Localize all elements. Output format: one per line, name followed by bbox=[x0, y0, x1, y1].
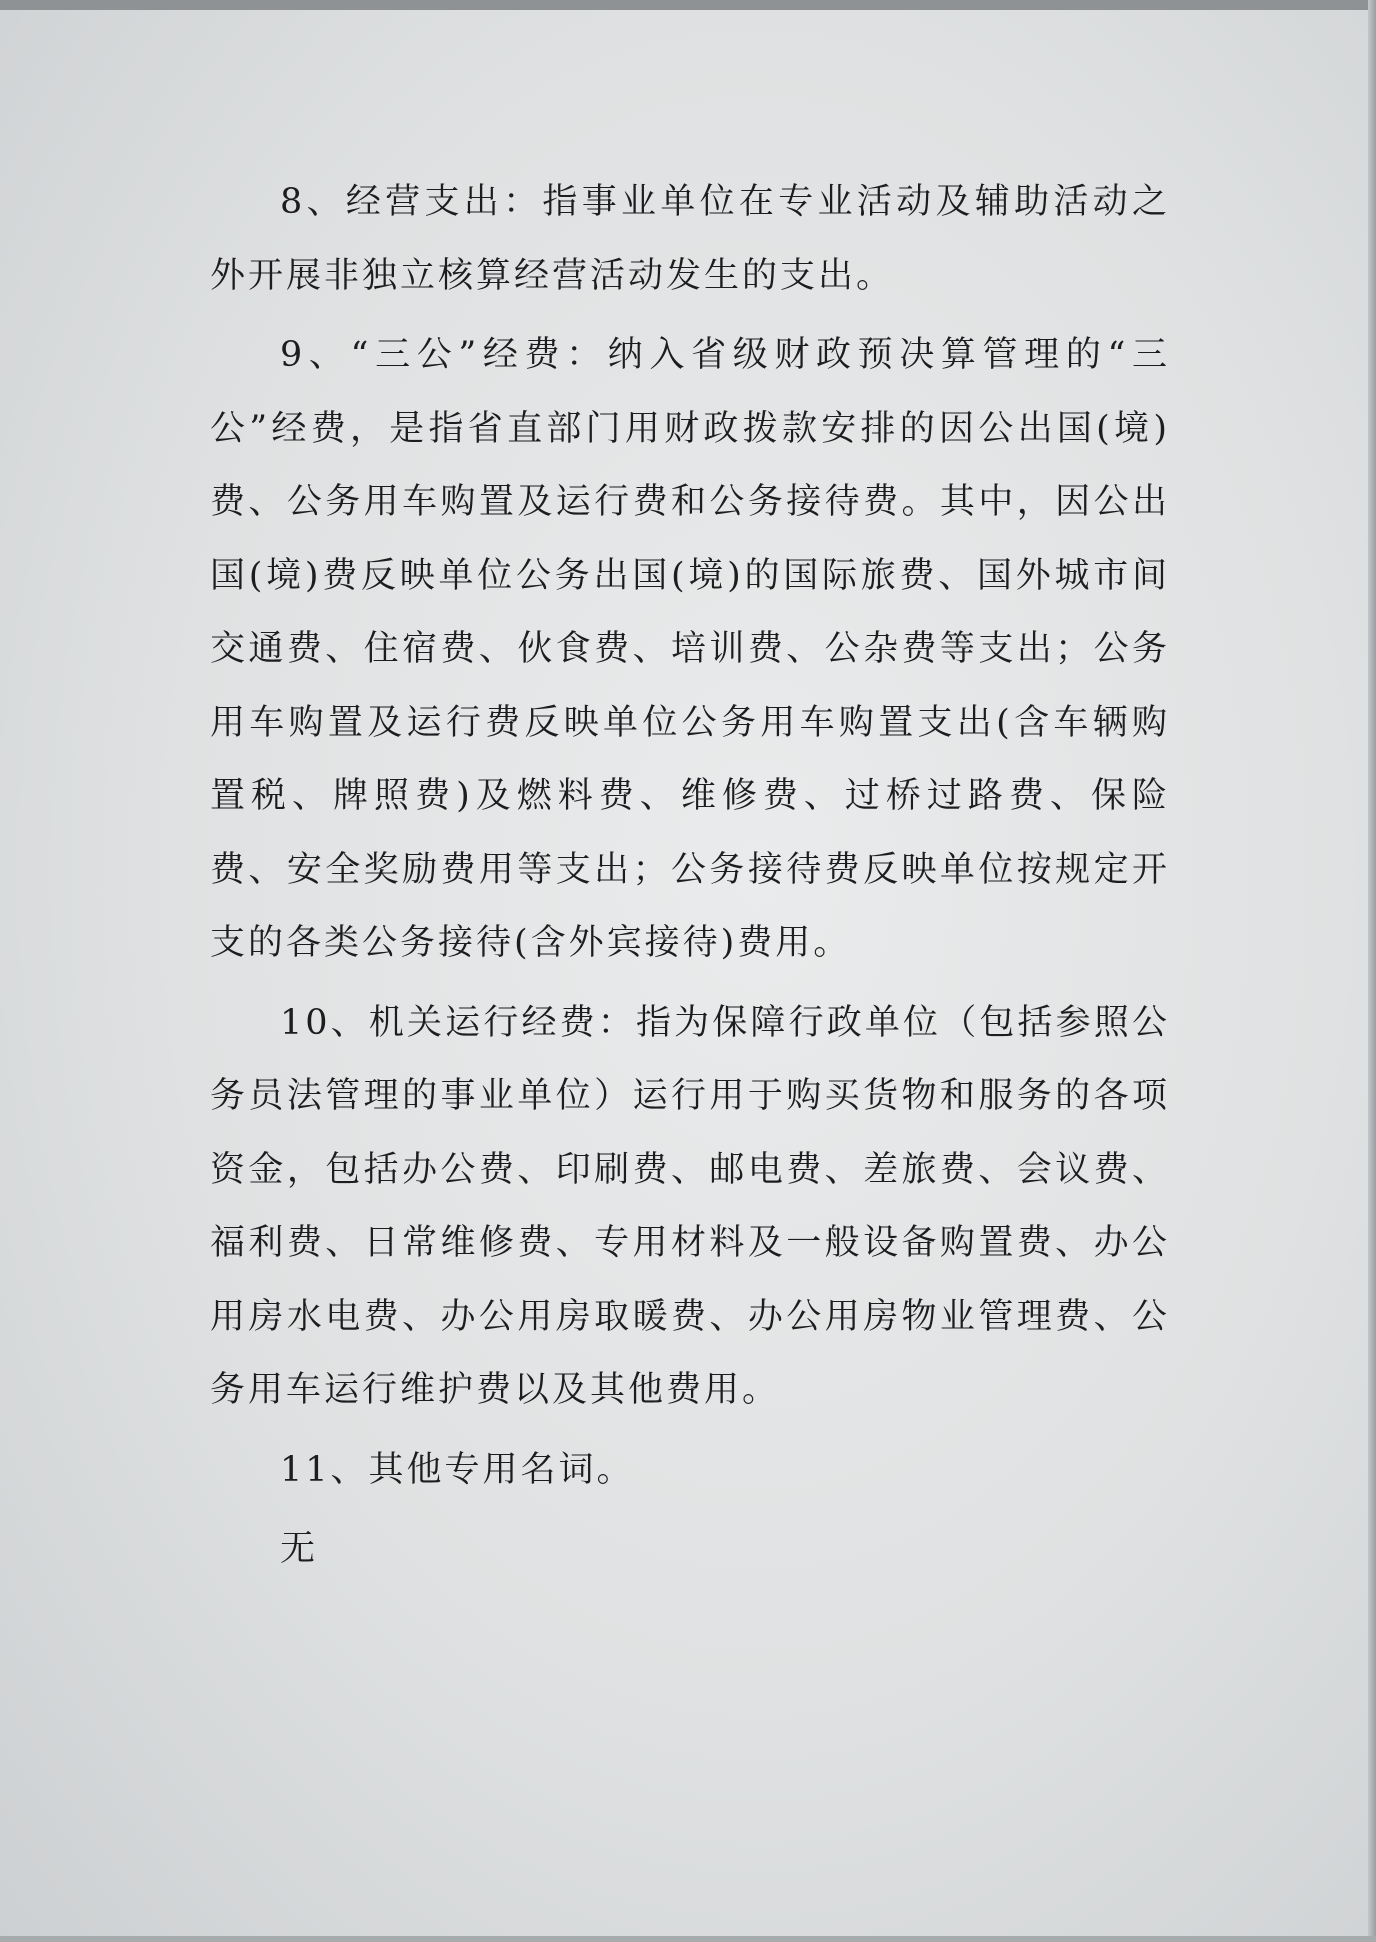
scan-edge-right bbox=[1368, 0, 1376, 1942]
scan-edge-bottom bbox=[0, 1936, 1376, 1942]
document-body bbox=[210, 166, 1170, 1587]
paragraph-other-terms: 11、其他专用名词。 bbox=[280, 1449, 635, 1490]
paragraph-three-public-expenses: 9、“三公”经费：纳入省级财政预决算管理的“三公”经费，是指省直部门用财政拨款安排的因公出国(境)费、公务用车购置及运行费和公务接待费。其中，因公出国(境)费反映单位公务出国(境)的国际旅费、国外城市间交通费、住宿费、伙食费、培训费、公杂费等支出；公务用车购置及运行费反映单位公务用车购置支出(含车辆购置税、牌照费)及燃料费、维修费、过桥过路费、保险费、安全奖励费用等支出；公务接待费反映单位按规定开支的各类公务接待(含外宾接待)费用。 bbox=[210, 335, 1170, 963]
scan-edge-top bbox=[0, 0, 1376, 10]
paragraph-agency-operating-funds: 10、机关运行经费：指为保障行政单位（包括参照公务员法管理的事业单位）运行用于购买货物和服务的各项资金，包括办公费、印刷费、邮电费、差旅费、会议费、福利费、日常维修费、专用材料及一般设备购置费、办公用房水电费、办公用房取暖费、办公用房物业管理费、公务用车运行维护费以及其他费用。 bbox=[210, 1002, 1170, 1410]
paragraph-operating-expenses: 8、经营支出：指事业单位在专业活动及辅助活动之外开展非独立核算经营活动发生的支出。 bbox=[210, 182, 1170, 296]
paragraph-none: 无 bbox=[280, 1529, 319, 1569]
